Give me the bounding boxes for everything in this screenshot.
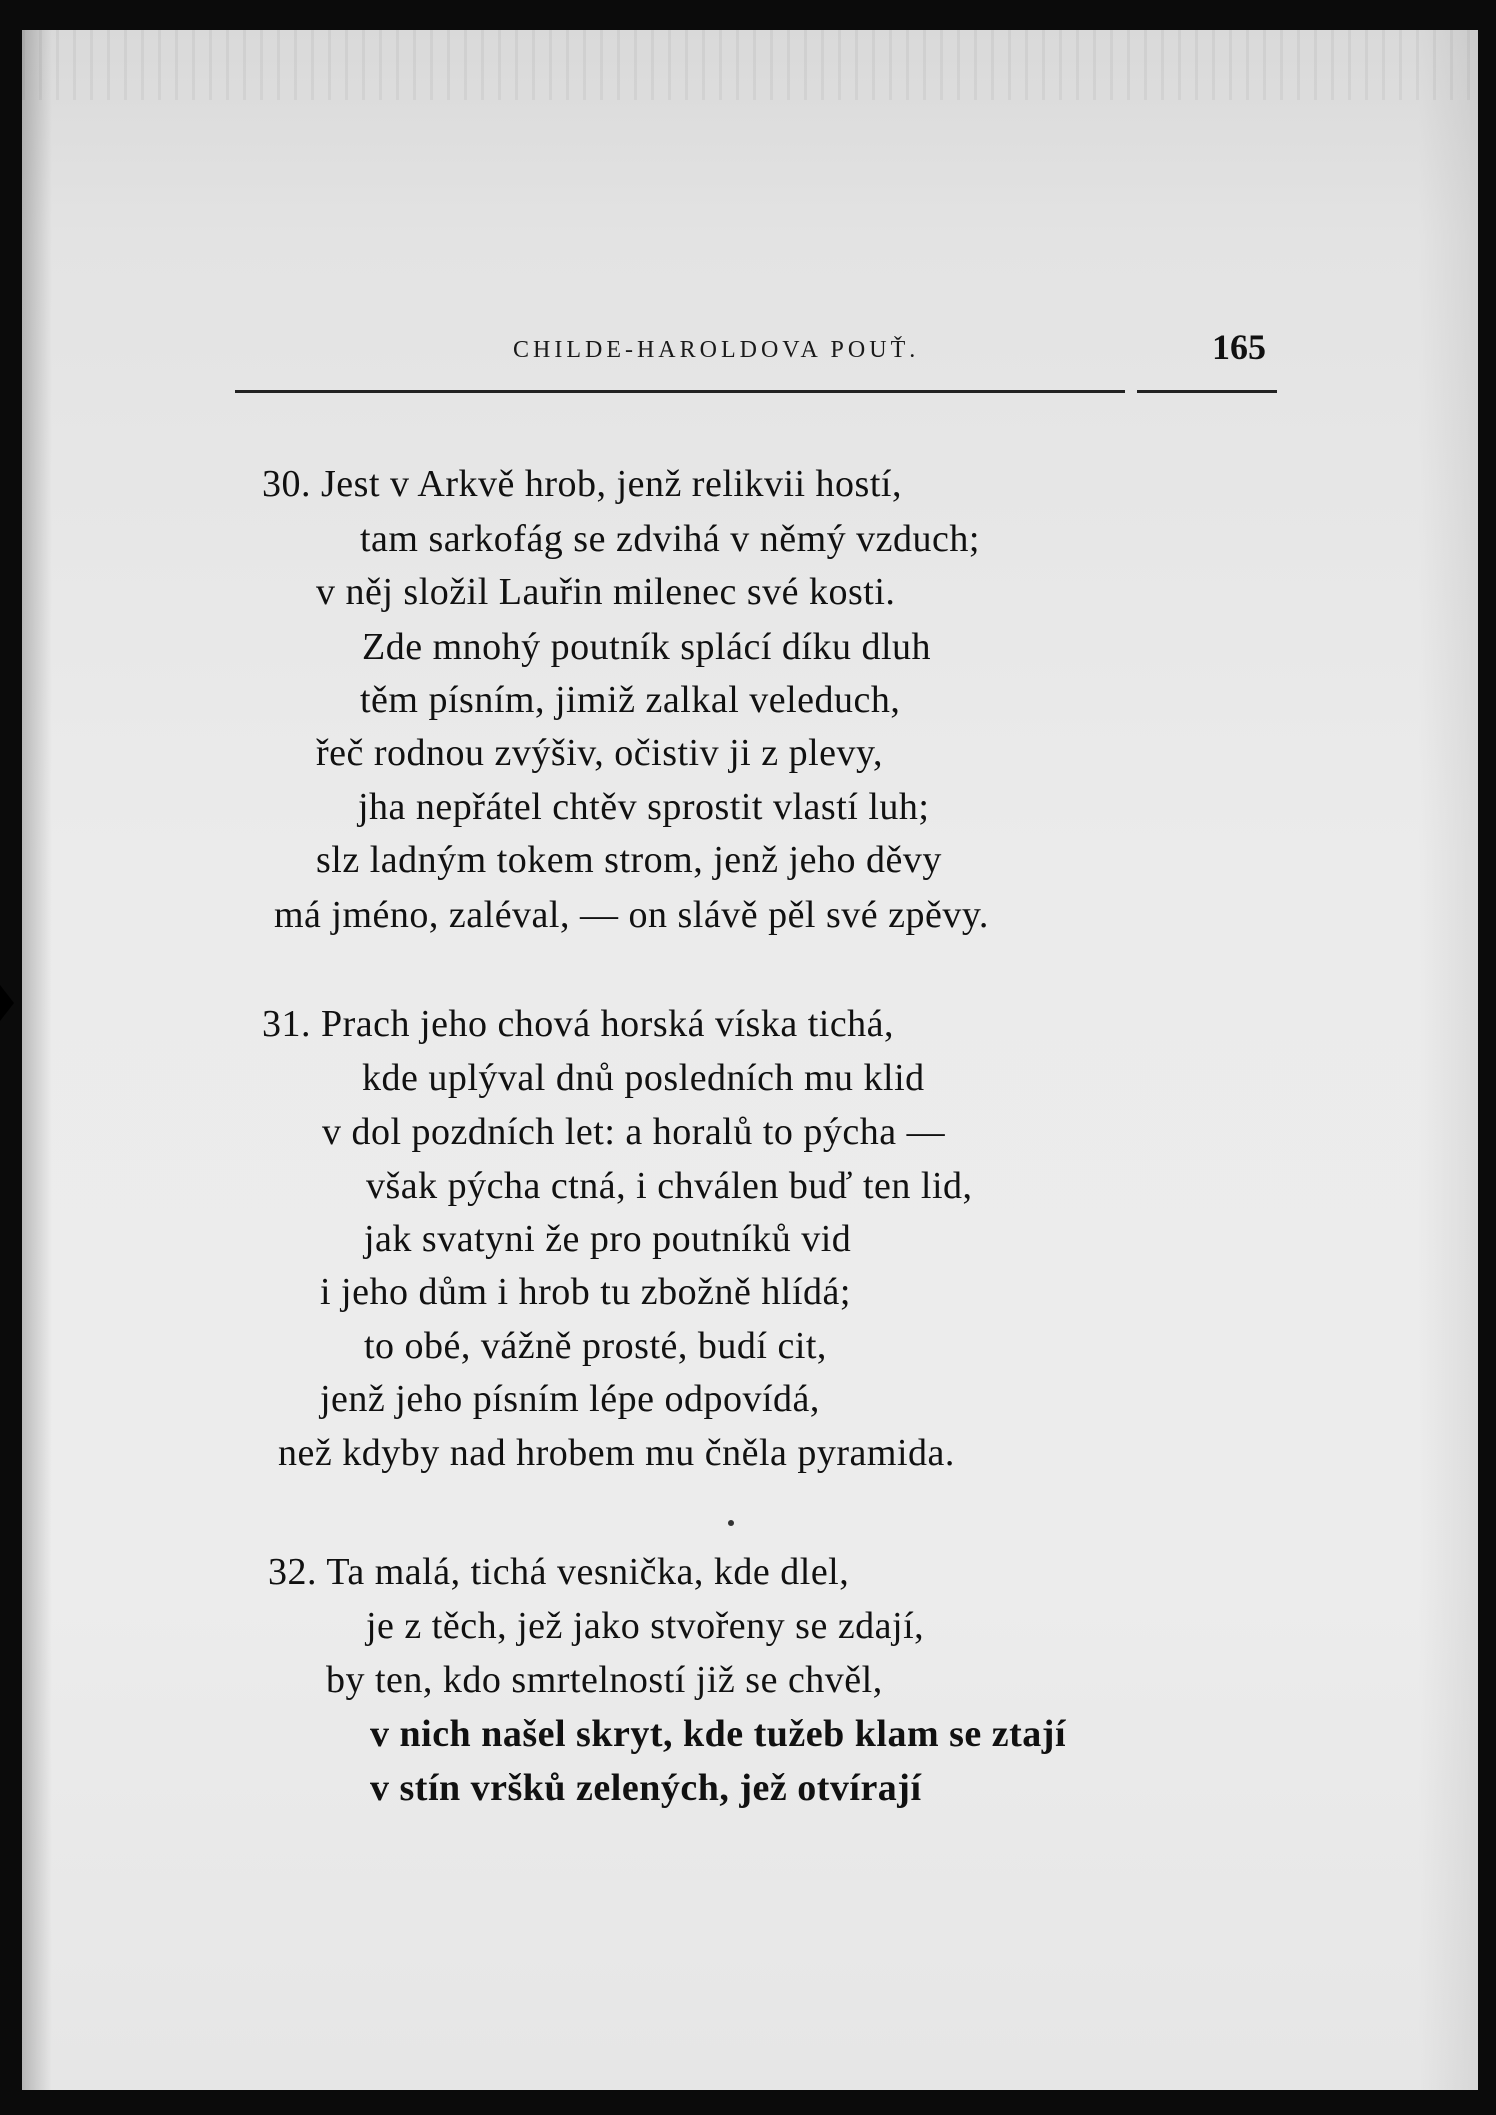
stanza-line: 30. Jest v Arkvě hrob, jenž relikvii hostí,: [262, 463, 902, 505]
stanza-line: to obé, vážně prosté, budí cit,: [364, 1325, 827, 1367]
stanza-line: jenž jeho písním lépe odpovídá,: [320, 1378, 820, 1420]
stanza-line: slz ladným tokem strom, jenž jeho děvy: [316, 839, 942, 881]
stanza-line: tam sarkofág se zdvihá v němý vzduch;: [360, 518, 980, 560]
stanza-line: má jméno, zaléval, — on slávě pěl své zpěvy.: [274, 894, 989, 936]
header-rule-short: [1137, 390, 1277, 393]
page-edge-left: [22, 30, 52, 2090]
stanza-line: kde uplýval dnů posledních mu klid: [362, 1057, 925, 1099]
printer-dot: [728, 1520, 734, 1526]
stanza-line: než kdyby nad hrobem mu čněla pyramida.: [278, 1432, 955, 1474]
stanza-line: v stín vršků zelených, jež otvírají: [370, 1767, 922, 1809]
running-head: CHILDE-HAROLDOVA POUŤ.: [513, 337, 920, 363]
stanza-number: 31.: [262, 1003, 311, 1045]
stanza-line: je z těch, jež jako stvořeny se zdají,: [366, 1605, 925, 1647]
stanza-number: 30.: [262, 463, 311, 505]
header-rule: [235, 390, 1125, 393]
page-number: 165: [1212, 327, 1266, 367]
stanza-line: v dol pozdních let: a horalů to pýcha —: [322, 1111, 946, 1153]
stanza-line: těm písním, jimiž zalkal veleduch,: [360, 679, 901, 721]
stanza-line: však pýcha ctná, i chválen buď ten lid,: [366, 1165, 973, 1207]
stanza-line: jha nepřátel chtěv sprostit vlastí luh;: [358, 786, 930, 828]
stanza-number: 32.: [268, 1551, 317, 1593]
stanza-line: 32. Ta malá, tichá vesnička, kde dlel,: [268, 1551, 850, 1593]
page-stain: [22, 30, 1478, 100]
stanza-line: v nich našel skryt, kde tužeb klam se ztají: [370, 1713, 1066, 1755]
stanza-line: i jeho dům i hrob tu zbožně hlídá;: [320, 1271, 851, 1313]
stanza-line: 31. Prach jeho chová horská víska tichá,: [262, 1003, 895, 1045]
stanza-line: řeč rodnou zvýšiv, očistiv ji z plevy,: [316, 732, 884, 774]
stanza-line: Zde mnohý poutník splácí díku dluh: [362, 626, 932, 668]
page-edge-right: [1418, 30, 1478, 2090]
binding-mark: [0, 985, 14, 1021]
stanza-line: jak svatyni že pro poutníků vid: [364, 1218, 852, 1260]
stanza-line: by ten, kdo smrtelností již se chvěl,: [326, 1659, 883, 1701]
stanza-line: v něj složil Lauřin milenec své kosti.: [316, 571, 896, 613]
